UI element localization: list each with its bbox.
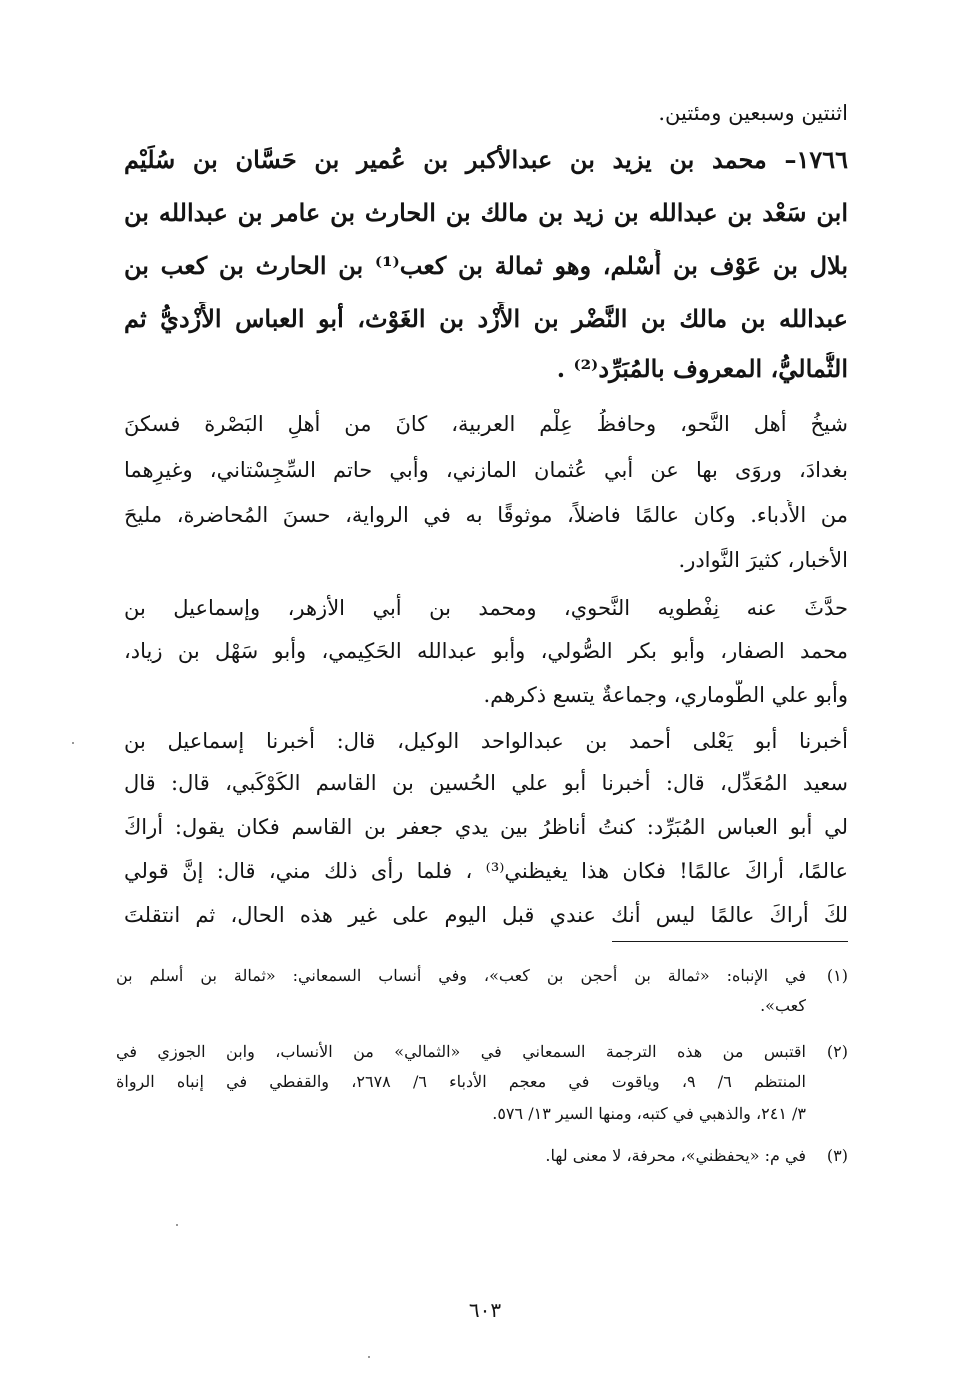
text-line: من الأُدباء. وكان عالمًا فاضلاً، موثوقًا به في الرواية، حسنَ المُحاضرة، مليحَ	[124, 503, 848, 527]
text-line: اثنتين وسبعين ومئتين.	[658, 101, 848, 125]
footnote-number: (٣)	[826, 1146, 848, 1165]
text-line: شيخُ أهل النَّحو، وحافظُ عِلْم العربية، كانَ من أهلِ البَصْرة فسكنَ	[124, 412, 848, 436]
text-line: سعيد المُعَدِّل، قال: أخبرنا أبو علي الحُسين بن القاسم الكَوْكَبي، قال: قال	[124, 771, 848, 795]
text-line: لي أبو العباس المُبَرِّد: كنتُ أناظرُ بين يدي جعفر بن القاسم فكان يقول: أراكَ	[124, 815, 848, 839]
entry-heading-line: ابن سَعْد بن عبدالله بن زيد بن مالك بن الحارث بن عامر بن عبدالله بن	[124, 198, 848, 227]
text-line: محمد الصفار، وأبو بكر الصُّولي، وأبو عبدالله الحَكِيمي، وأبو سَهْل بن زياد،	[124, 639, 848, 663]
footnote-line: في م: «يحفظني»، محرفة، لا معنى لها.	[545, 1146, 806, 1165]
page-number: ٦٠٣	[468, 1298, 502, 1322]
text-line: وأبو علي الطُّوماري، وجماعةٌ يتسع ذكرهم.	[483, 683, 848, 707]
scan-speck	[368, 1356, 370, 1358]
footnote-number: (١)	[826, 966, 848, 985]
text-line: الأخبار، كثيرَ النَّوادر.	[678, 548, 848, 572]
footnote-line: المنتظم ٦/ ٩، وياقوت في معجم الأدباء ٦/ ٢٦٧٨، والقفطي في إنباه الرواة	[116, 1072, 806, 1091]
footnote-number: (٢)	[826, 1042, 848, 1061]
text-line: أخبرنا أبو يَعْلى أحمد بن عبدالواحد الوكيل، قال: أخبرنا إسماعيل بن	[124, 729, 848, 753]
entry-heading-line: بلال بن عَوْف بن أَسْلم، وهو ثمالة بن كعب⁽¹⁾ بن الحارث بن كعب بن	[124, 251, 848, 280]
entry-heading-line: عبدالله بن مالك بن النَّضْر بن الأَزْد بن الغَوْث، أبو العباس الأَزْديُّ ثم	[124, 304, 848, 333]
scan-speck	[72, 742, 74, 744]
scan-speck	[176, 1224, 178, 1226]
footnote-line: اقتبس من هذه الترجمة السمعاني في «الثمالي» من الأنساب، وابن الجوزي في	[116, 1042, 806, 1061]
text-line: بغدادَ، وروَى بها عن أبي عُثمان المازني، وأبي حاتم السِّجِسْتاني، وغيرِهما	[124, 458, 848, 482]
text-line: حدَّثَ عنه نِفْطويه النَّحوي، ومحمد بن أبي الأزهر، وإسماعيل بن	[124, 596, 848, 620]
footnote-line: كعب».	[760, 996, 806, 1015]
entry-heading-line: الثُّماليُّ، المعروف بالمُبَرِّد⁽²⁾ .	[556, 354, 848, 383]
text-line: لكَ أراكَ عالمًا ليس أنك عندي قبل اليوم على غير هذه الحال، ثم انتقلتَ	[124, 903, 848, 927]
entry-heading-line: ١٧٦٦– محمد بن يزيد بن عبدالأكبر بن عُمير بن حَسَّان بن سُلَيْم	[124, 145, 848, 174]
footnote-line: في الإنباه: «ثمالة بن أحجن بن كعب»، وفي أنساب السمعاني: «ثمالة بن أسلم بن	[116, 966, 806, 985]
text-line: عالمًا، أراكَ عالمًا! فكان هذا يغيظني⁽³⁾ ، فلما رأى ذلك مني، قال: إنَّ قولي	[124, 859, 848, 883]
footnote-line: ٣/ ٢٤١، والذهبي في كتبه، ومنها السير ١٣/ ٥٧٦.	[492, 1104, 806, 1123]
footnote-separator	[612, 941, 848, 942]
